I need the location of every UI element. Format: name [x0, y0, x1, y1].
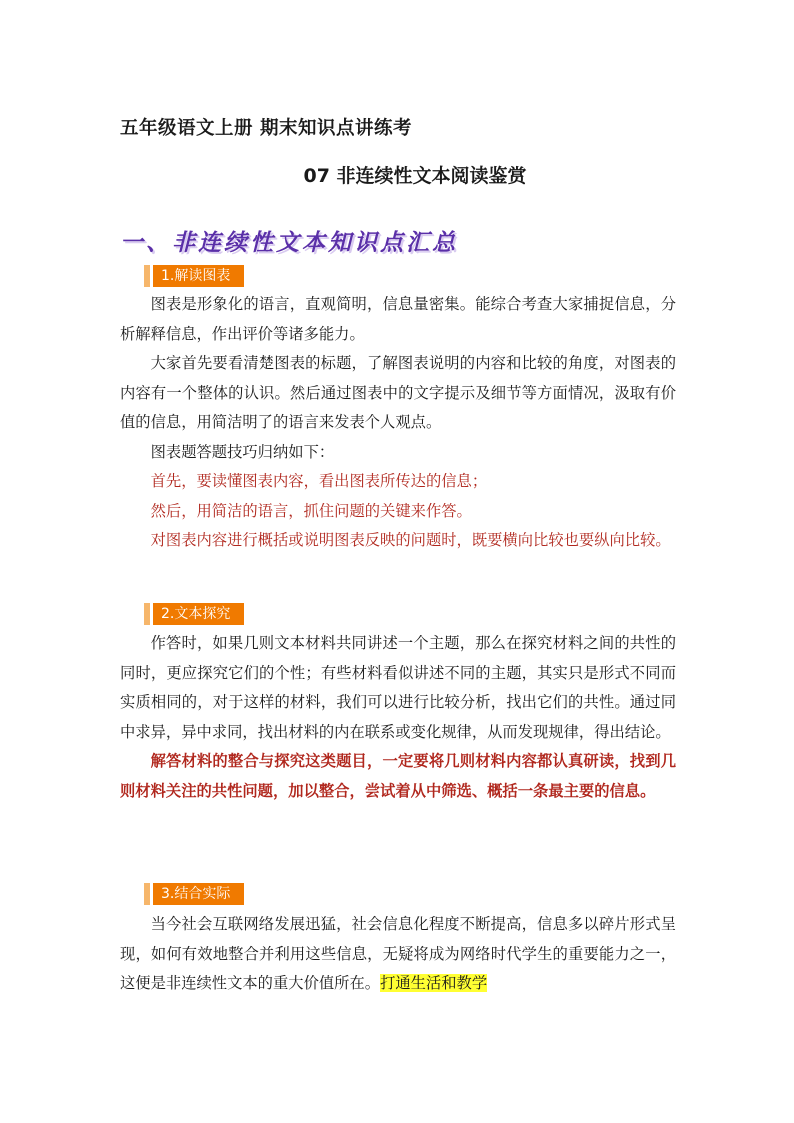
part-3-body	[120, 910, 676, 999]
paragraph: 图表题答题技巧归纳如下：	[150, 442, 335, 461]
paragraph-red: 首先，要读懂图表内容，看出图表所传达的信息；	[150, 472, 488, 490]
part-1-body	[120, 290, 676, 556]
document-subtitle: 07 非连续性文本阅读鉴赏	[303, 165, 527, 187]
document-title: 五年级语文上册 期末知识点讲练考	[120, 118, 412, 139]
part-label-3: 3.结合实际	[150, 883, 244, 905]
part-label-2: 2.文本探究	[150, 603, 244, 625]
paragraph: 大家首先要看清楚图表的标题，了解图表说明的内容和比较的角度，对图表的内容有一个整体的认识。然后通过图表中的文字提示及细节等方面情况，汲取有价值的信息，用简洁明了的语言来发表个人观点。	[120, 354, 676, 431]
paragraph: 图表是形象化的语言，直观简明，信息量密集。能综合考查大家捕捉信息，分析解释信息，作出评价等诸多能力。	[120, 295, 676, 343]
paragraph-red: 对图表内容进行概括或说明图表反映的问题时，既要横向比较也要纵向比较。	[150, 531, 671, 549]
paragraph-red: 然后，用简洁的语言，抓住问题的关键来作答。	[150, 501, 472, 520]
paragraph-text: 当今社会互联网络发展迅猛，社会信息化程度不断提高，信息多以碎片形式呈现，如何有效地整合并利用这些信息，无疑将成为网络时代学生的重要能力之一，这便是非连续性文本的重大价值所在。	[120, 915, 676, 992]
highlighted-text: 打通生活和教学	[380, 974, 488, 992]
paragraph	[120, 910, 676, 999]
paragraph: 作答时，如果几则文本材料共同讲述一个主题，那么在探究材料之间的共性的同时，更应探究它们的个性；有些材料看似讲述不同的主题，其实只是形式不同而实质相同的，对于这样的材料，我们可以进行比较分析，找出它们的共性。通过同中求异，异中求同，找出材料的内在联系或变化规律，从而发现规律，得出结论。	[120, 634, 676, 741]
part-label-1: 1.解读图表	[150, 265, 244, 287]
paragraph-bold-red: 解答材料的整合与探究这类题目，一定要将几则材料内容都认真研读，找到几则材料关注的共性问题，加以整合，尝试着从中筛选、概括一条最主要的信息。	[120, 752, 676, 800]
section-heading: 一、非连续性文本知识点汇总	[120, 229, 458, 256]
part-2-body	[120, 629, 676, 806]
